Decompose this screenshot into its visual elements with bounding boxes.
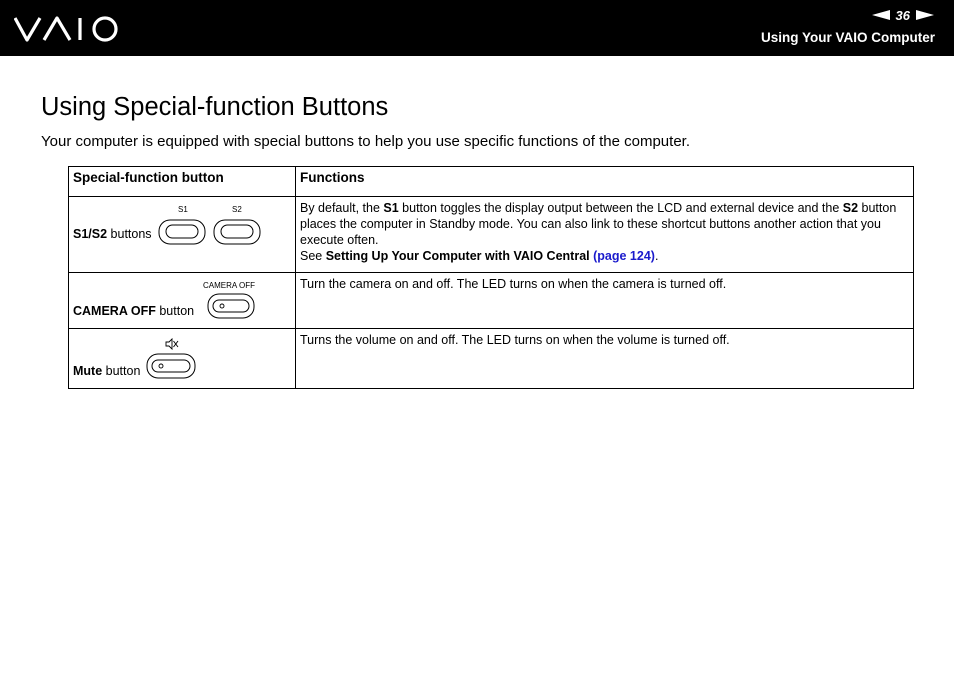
page-title: Using Special-function Buttons	[41, 93, 389, 121]
table-row	[69, 273, 914, 329]
cross-reference-title: Setting Up Your Computer with VAIO Central	[325, 249, 590, 263]
s2-button-icon	[213, 219, 261, 245]
s2-label: S2	[232, 205, 242, 214]
page-navigation	[872, 7, 934, 23]
button-name-mute: Mute button	[73, 364, 141, 378]
button-name-s1s2: S1/S2 buttons	[73, 227, 152, 241]
table-header-row	[69, 167, 914, 197]
s1-button-icon	[158, 219, 206, 245]
camera-off-button-icon	[207, 293, 255, 319]
button-name-camera-off: CAMERA OFF button	[73, 304, 195, 318]
camera-off-label: CAMERA OFF	[203, 281, 256, 290]
page-number: 36	[895, 7, 910, 23]
intro-text: Your computer is equipped with special buttons to help you use specific functions of the computer.	[41, 133, 690, 150]
speaker-mute-icon	[165, 338, 179, 350]
s1-label: S1	[178, 205, 188, 214]
page-header	[0, 0, 954, 56]
button-cell-s1s2	[69, 197, 296, 273]
next-page-arrow-icon[interactable]	[916, 10, 934, 20]
column-header-button: Special-function button	[69, 167, 296, 197]
function-description-s1s2: By default, the S1 button toggles the display output between the LCD and external device and the S2 button places the computer in Standby mode. You can also link to these shortcut buttons another action that you execute often. See Setting Up Your Computer with VAIO Central (page 124).	[296, 197, 914, 273]
special-buttons-table	[68, 166, 914, 389]
section-title: Using Your VAIO Computer	[760, 30, 935, 45]
table-row	[69, 197, 914, 273]
button-cell-mute	[69, 329, 296, 389]
table-row	[69, 329, 914, 389]
page-124-link[interactable]: (page 124)	[593, 249, 655, 263]
vaio-logo	[14, 13, 124, 50]
function-description-camera-off: Turn the camera on and off. The LED turns on when the camera is turned off.	[296, 273, 914, 329]
column-header-functions: Functions	[296, 167, 914, 197]
button-cell-camera-off	[69, 273, 296, 329]
function-description-mute: Turns the volume on and off. The LED turns on when the volume is turned off.	[296, 329, 914, 389]
mute-button-icon	[146, 353, 196, 379]
previous-page-arrow-icon[interactable]	[872, 10, 890, 20]
